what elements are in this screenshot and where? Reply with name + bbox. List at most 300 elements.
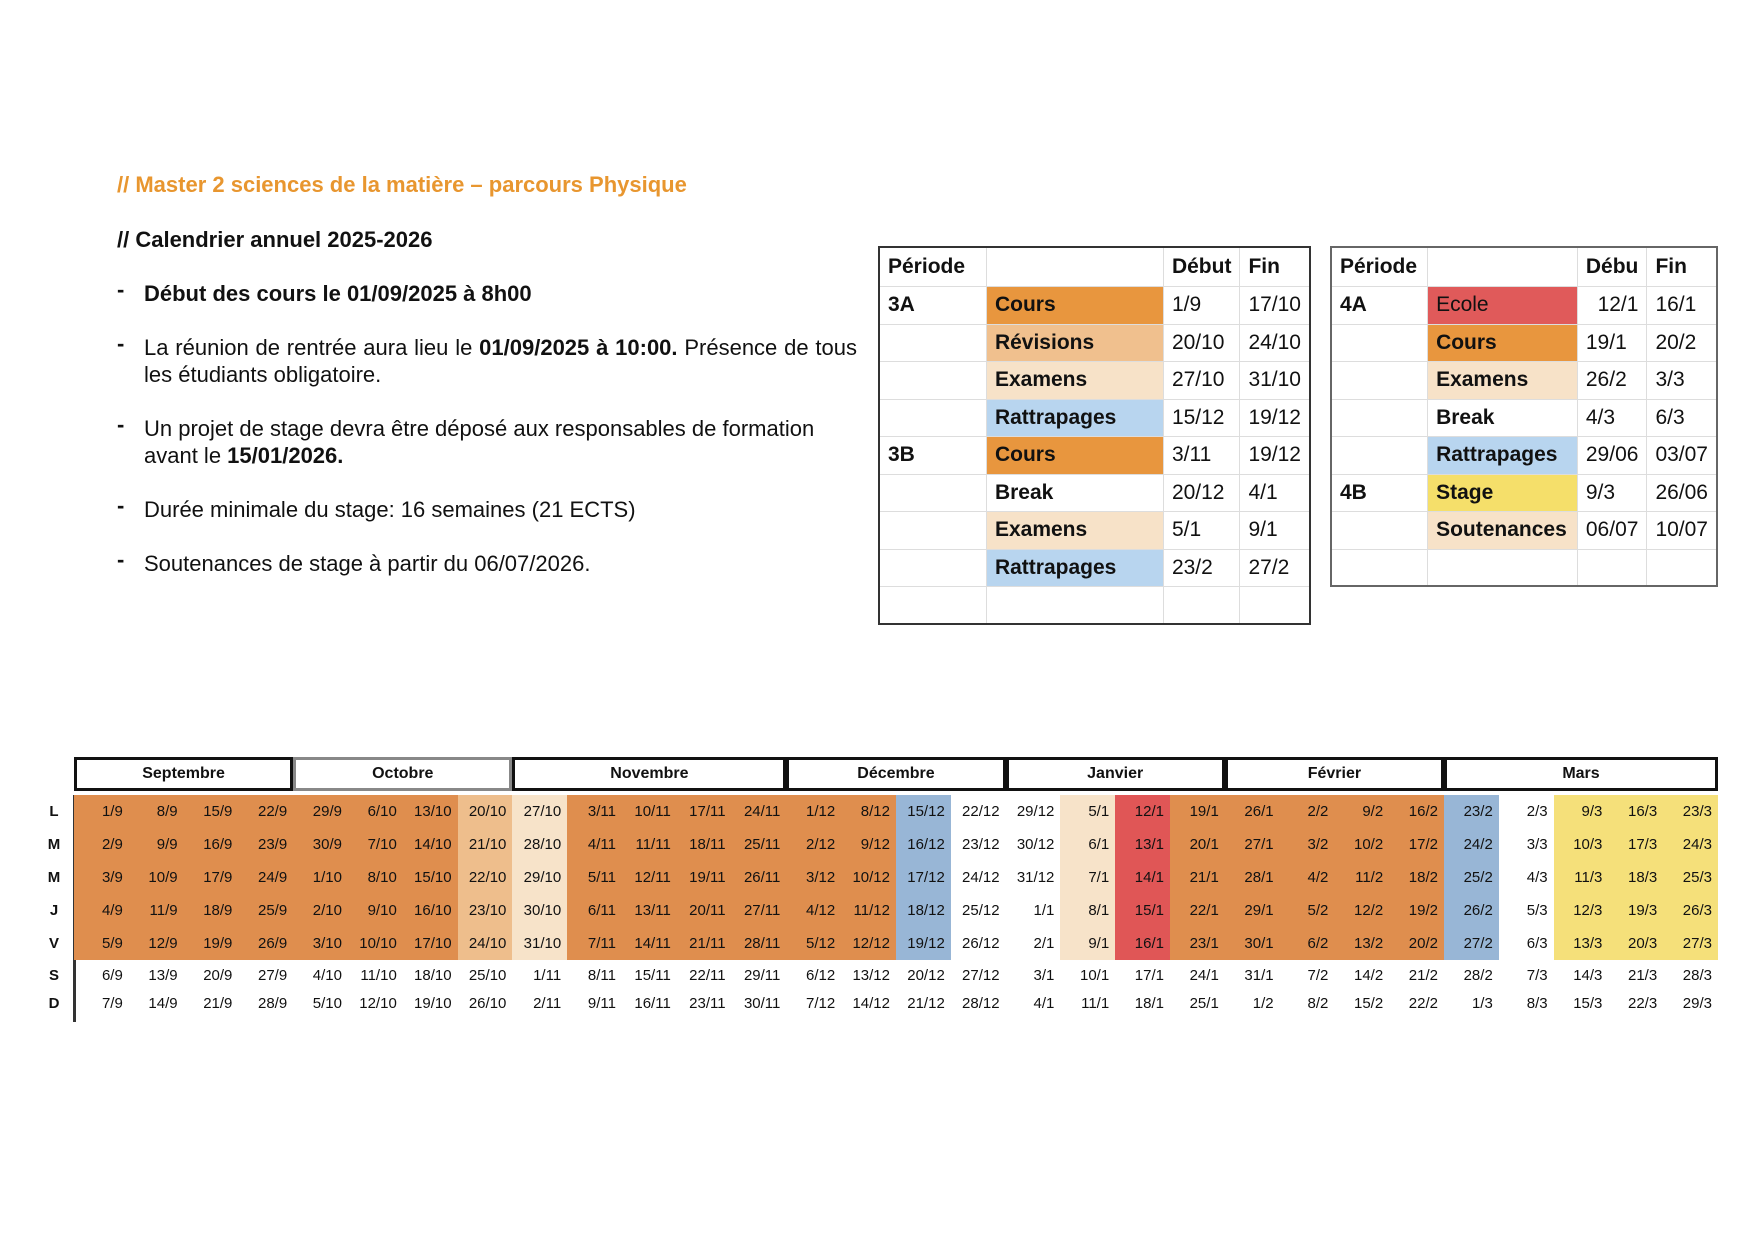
calendar-day: 31/10 xyxy=(512,927,567,960)
calendar-day: 10/11 xyxy=(622,795,677,828)
calendar-day: 9/9 xyxy=(129,828,184,861)
calendar-day: 12/3 xyxy=(1554,894,1609,927)
calendar-day: 21/9 xyxy=(203,995,233,1012)
calendar-day: 16/3 xyxy=(1608,795,1663,828)
calendar-day: 1/9 xyxy=(74,795,129,828)
calendar-day: 9/10 xyxy=(348,894,403,927)
header-end: Fin xyxy=(1647,247,1717,287)
calendar-day: 29/10 xyxy=(512,861,567,894)
calendar-day: 8/1 xyxy=(1060,894,1115,927)
calendar-day: 8/12 xyxy=(841,795,896,828)
calendar-day: 3/1 xyxy=(1033,967,1055,984)
calendar-day: 4/11 xyxy=(567,828,622,861)
calendar-day: 22/11 xyxy=(689,967,726,984)
bullet-dash: - xyxy=(117,331,125,356)
calendar-day: 30/12 xyxy=(1006,828,1061,861)
periods-table-4 xyxy=(1330,246,1718,587)
info-bullet xyxy=(117,412,857,469)
period-code: 4A xyxy=(1331,287,1428,325)
calendar-day: 12/11 xyxy=(622,861,677,894)
calendar-day: 15/9 xyxy=(184,795,239,828)
calendar-day: 31/12 xyxy=(1006,861,1061,894)
calendar-day: 8/9 xyxy=(129,795,184,828)
header-end: Fin xyxy=(1240,247,1310,287)
calendar-day: 21/11 xyxy=(677,927,732,960)
calendar-day: 29/9 xyxy=(293,795,348,828)
calendar-day: 11/10 xyxy=(360,967,397,984)
period-label: Examens xyxy=(986,512,1163,550)
calendar-day: 14/3 xyxy=(1573,967,1603,984)
calendar-day: 25/12 xyxy=(951,894,1006,927)
period-row xyxy=(1331,474,1717,512)
empty-cell xyxy=(986,587,1163,624)
calendar-day: 10/3 xyxy=(1554,828,1609,861)
calendar-day: 4/12 xyxy=(786,894,841,927)
calendar-day: 6/2 xyxy=(1280,927,1335,960)
calendar-day: 19/2 xyxy=(1389,894,1444,927)
calendar-day: 9/1 xyxy=(1060,927,1115,960)
calendar-day: 22/2 xyxy=(1408,995,1438,1012)
calendar-day: 13/2 xyxy=(1334,927,1389,960)
calendar-day: 30/11 xyxy=(743,995,781,1012)
calendar-day: 20/3 xyxy=(1608,927,1663,960)
calendar-day: 11/2 xyxy=(1334,861,1389,894)
info-bullet-list xyxy=(117,277,857,604)
period-row xyxy=(1331,399,1717,437)
calendar-day: 16/2 xyxy=(1389,795,1444,828)
calendar-day: 17/9 xyxy=(184,861,239,894)
calendar-day: 5/11 xyxy=(567,861,622,894)
calendar-day: 2/9 xyxy=(74,828,129,861)
calendar-day: 1/1 xyxy=(1006,894,1061,927)
calendar-day: 6/11 xyxy=(567,894,622,927)
calendar-day: 16/11 xyxy=(634,995,671,1012)
period-end: 4/1 xyxy=(1240,474,1310,512)
period-row xyxy=(879,587,1310,624)
calendar-day: 23/11 xyxy=(689,995,726,1012)
calendar-day: 7/9 xyxy=(101,995,123,1012)
calendar-day: 28/10 xyxy=(512,828,567,861)
bullet-text: La réunion de rentrée aura lieu le xyxy=(144,335,480,360)
calendar-day: 20/9 xyxy=(203,967,233,984)
calendar-day: 22/9 xyxy=(238,795,293,828)
calendar-day: 2/2 xyxy=(1280,795,1335,828)
calendar-day: 24/11 xyxy=(732,795,787,828)
info-bullet xyxy=(117,331,857,388)
calendar-day: 12/1 xyxy=(1115,795,1170,828)
calendar-day: 3/2 xyxy=(1280,828,1335,861)
period-label: Stage xyxy=(1428,474,1578,512)
calendar-day: 19/1 xyxy=(1170,795,1225,828)
period-start: 20/12 xyxy=(1163,474,1240,512)
calendar-day: 17/11 xyxy=(677,795,732,828)
calendar-day: 11/3 xyxy=(1554,861,1609,894)
period-label: Rattrapages xyxy=(1428,437,1578,475)
calendar-day: 11/11 xyxy=(622,828,677,861)
calendar-day: 17/12 xyxy=(896,861,951,894)
calendar-day: 3/11 xyxy=(567,795,622,828)
calendar-day: 14/11 xyxy=(622,927,677,960)
calendar-day: 19/11 xyxy=(677,861,732,894)
period-end: 19/12 xyxy=(1240,399,1310,437)
calendar-day: 5/2 xyxy=(1280,894,1335,927)
period-start: 23/2 xyxy=(1163,549,1240,587)
calendar-day: 22/3 xyxy=(1627,995,1658,1012)
calendar-day: 18/11 xyxy=(677,828,732,861)
period-code xyxy=(879,399,986,437)
header-label xyxy=(986,247,1163,287)
calendar-day: 22/12 xyxy=(951,795,1006,828)
weekday-label: L xyxy=(49,803,59,820)
calendar-day: 23/12 xyxy=(951,828,1006,861)
calendar-day: 3/12 xyxy=(786,861,841,894)
calendar-day: 12/2 xyxy=(1334,894,1389,927)
calendar-day: 11/12 xyxy=(841,894,896,927)
calendar-day: 27/3 xyxy=(1663,927,1718,960)
period-row xyxy=(1331,287,1717,325)
calendar-day: 12/12 xyxy=(841,927,896,960)
calendar-day: 23/2 xyxy=(1444,795,1499,828)
calendar-day: 6/9 xyxy=(101,967,123,984)
calendar-day: 20/11 xyxy=(677,894,732,927)
period-label: Break xyxy=(986,474,1163,512)
period-label: Ecole xyxy=(1428,287,1578,325)
calendar-day: 26/1 xyxy=(1225,795,1280,828)
weekday-label: M xyxy=(47,869,61,886)
calendar-day: 20/2 xyxy=(1389,927,1444,960)
calendar-day: 14/2 xyxy=(1353,967,1384,984)
empty-cell xyxy=(1163,587,1240,624)
period-end: 10/07 xyxy=(1647,512,1717,550)
calendar-day: 10/10 xyxy=(348,927,403,960)
calendar-day: 27/10 xyxy=(512,795,567,828)
calendar-day: 22/1 xyxy=(1170,894,1225,927)
period-label: Cours xyxy=(986,437,1163,475)
header-period: Période xyxy=(1331,247,1428,287)
page-title: // Master 2 sciences de la matière – parcours Physique xyxy=(117,172,687,197)
calendar-day: 2/1 xyxy=(1006,927,1061,960)
calendar-day: 13/1 xyxy=(1115,828,1170,861)
period-code: 3A xyxy=(879,287,986,325)
calendar-day: 3/10 xyxy=(293,927,348,960)
period-end: 9/1 xyxy=(1240,512,1310,550)
month-header: Octobre xyxy=(293,757,512,791)
calendar-day: 17/3 xyxy=(1608,828,1663,861)
calendar-day: 24/3 xyxy=(1663,828,1718,861)
empty-cell xyxy=(1428,549,1578,586)
period-start: 19/1 xyxy=(1577,324,1647,362)
info-bullet xyxy=(117,277,857,307)
month-header: Décembre xyxy=(786,757,1005,791)
calendar-day: 17/2 xyxy=(1389,828,1444,861)
period-code xyxy=(879,362,986,400)
period-row xyxy=(879,474,1310,512)
period-code: 4B xyxy=(1331,474,1428,512)
header-label xyxy=(1428,247,1578,287)
calendar-day: 8/2 xyxy=(1307,995,1329,1012)
calendar-day: 4/1 xyxy=(1033,995,1055,1012)
calendar-day: 16/1 xyxy=(1115,927,1170,960)
header-start: Débu xyxy=(1577,247,1647,287)
calendar-day: 9/11 xyxy=(587,995,616,1012)
calendar-day: 23/3 xyxy=(1663,795,1718,828)
calendar-day: 7/1 xyxy=(1060,861,1115,894)
bullet-text: Durée minimale du stage: 16 semaines (21 ECTS) xyxy=(144,497,636,522)
period-row xyxy=(879,362,1310,400)
calendar-day: 25/3 xyxy=(1663,861,1718,894)
period-start: 3/11 xyxy=(1163,437,1240,475)
weekday-label: D xyxy=(48,995,60,1012)
calendar-day: 18/3 xyxy=(1608,861,1663,894)
calendar-day: 1/3 xyxy=(1471,995,1493,1012)
period-start: 20/10 xyxy=(1163,324,1240,362)
empty-cell xyxy=(1577,549,1647,586)
calendar-day: 28/11 xyxy=(732,927,787,960)
calendar-day: 28/2 xyxy=(1463,967,1493,984)
calendar-day: 14/1 xyxy=(1115,861,1170,894)
period-label: Rattrapages xyxy=(986,549,1163,587)
header-period: Période xyxy=(879,247,986,287)
month-header: Mars xyxy=(1444,757,1718,791)
calendar-day: 7/2 xyxy=(1307,967,1329,984)
month-header: Septembre xyxy=(74,757,293,791)
period-end: 31/10 xyxy=(1240,362,1310,400)
period-end: 17/10 xyxy=(1240,287,1310,325)
calendar-day: 31/1 xyxy=(1244,967,1274,984)
period-label: Rattrapages xyxy=(986,399,1163,437)
calendar-day: 11/1 xyxy=(1081,995,1110,1012)
year-calendar xyxy=(36,757,1722,1022)
period-code xyxy=(1331,324,1428,362)
calendar-day: 8/10 xyxy=(348,861,403,894)
calendar-day: 25/2 xyxy=(1444,861,1499,894)
calendar-day: 19/12 xyxy=(896,927,951,960)
calendar-day: 5/12 xyxy=(786,927,841,960)
calendar-day: 7/12 xyxy=(805,995,836,1012)
calendar-day: 27/12 xyxy=(962,967,1000,984)
calendar-day: 11/9 xyxy=(129,894,184,927)
calendar-day: 24/12 xyxy=(951,861,1006,894)
calendar-day: 27/1 xyxy=(1225,828,1280,861)
calendar-day: 9/12 xyxy=(841,828,896,861)
header-start: Début xyxy=(1163,247,1240,287)
calendar-day: 15/10 xyxy=(403,861,458,894)
calendar-day: 3/3 xyxy=(1499,828,1554,861)
calendar-day: 29/12 xyxy=(1006,795,1061,828)
calendar-day: 10/12 xyxy=(841,861,896,894)
period-end: 27/2 xyxy=(1240,549,1310,587)
month-header: Novembre xyxy=(512,757,786,791)
period-end: 19/12 xyxy=(1240,437,1310,475)
empty-cell xyxy=(1331,549,1428,586)
bullet-text: Début des cours le 01/09/2025 à 8h00 xyxy=(144,281,532,306)
calendar-day: 4/2 xyxy=(1280,861,1335,894)
calendar-day: 12/9 xyxy=(129,927,184,960)
calendar-day: 20/1 xyxy=(1170,828,1225,861)
calendar-day: 27/2 xyxy=(1444,927,1499,960)
calendar-day: 19/3 xyxy=(1608,894,1663,927)
period-row xyxy=(879,512,1310,550)
period-label: Soutenances xyxy=(1428,512,1578,550)
calendar-day: 26/11 xyxy=(732,861,787,894)
calendar-day: 9/2 xyxy=(1334,795,1389,828)
calendar-day: 17/10 xyxy=(403,927,458,960)
calendar-day: 15/1 xyxy=(1115,894,1170,927)
page-subtitle: // Calendrier annuel 2025-2026 xyxy=(117,227,433,252)
calendar-day: 28/1 xyxy=(1225,861,1280,894)
calendar-day: 16/9 xyxy=(184,828,239,861)
calendar-day: 30/10 xyxy=(512,894,567,927)
period-start: 4/3 xyxy=(1577,399,1647,437)
calendar-day: 26/3 xyxy=(1663,894,1718,927)
period-row xyxy=(1331,437,1717,475)
bullet-dash: - xyxy=(117,412,125,437)
period-start: 06/07 xyxy=(1577,512,1647,550)
calendar-day: 30/9 xyxy=(293,828,348,861)
bullet-dash: - xyxy=(117,493,125,518)
calendar-day: 16/12 xyxy=(896,828,951,861)
calendar-day: 15/2 xyxy=(1353,995,1384,1012)
bullet-dash: - xyxy=(117,547,125,572)
period-code xyxy=(879,512,986,550)
calendar-day: 27/9 xyxy=(257,967,288,984)
period-row xyxy=(879,287,1310,325)
calendar-day: 30/1 xyxy=(1225,927,1280,960)
weekday-label: V xyxy=(48,935,59,952)
calendar-day: 13/9 xyxy=(148,967,178,984)
calendar-day: 19/10 xyxy=(414,995,452,1012)
calendar-day: 24/10 xyxy=(458,927,513,960)
calendar-day: 15/12 xyxy=(896,795,951,828)
month-header: Janvier xyxy=(1006,757,1225,791)
calendar-day: 18/1 xyxy=(1134,995,1164,1012)
calendar-day: 13/11 xyxy=(622,894,677,927)
period-end: 24/10 xyxy=(1240,324,1310,362)
calendar-day: 2/10 xyxy=(293,894,348,927)
calendar-day: 24/9 xyxy=(238,861,293,894)
calendar-day: 23/10 xyxy=(458,894,513,927)
calendar-day: 8/3 xyxy=(1526,995,1548,1012)
period-row xyxy=(1331,324,1717,362)
calendar-day: 23/9 xyxy=(238,828,293,861)
calendar-day: 9/3 xyxy=(1554,795,1609,828)
calendar-day: 29/11 xyxy=(743,967,781,984)
calendar-day: 10/2 xyxy=(1334,828,1389,861)
calendar-day: 18/12 xyxy=(896,894,951,927)
calendar-day: 10/1 xyxy=(1079,967,1110,984)
calendar-day: 26/2 xyxy=(1444,894,1499,927)
calendar-day: 1/12 xyxy=(786,795,841,828)
calendar-day: 2/3 xyxy=(1499,795,1554,828)
period-start: 26/2 xyxy=(1577,362,1647,400)
period-start: 29/06 xyxy=(1577,437,1647,475)
calendar-day: 17/1 xyxy=(1134,967,1164,984)
calendar-day: 24/1 xyxy=(1189,967,1219,984)
calendar-day: 1/11 xyxy=(533,967,562,984)
calendar-day: 13/3 xyxy=(1554,927,1609,960)
period-start: 12/1 xyxy=(1577,287,1647,325)
calendar-day: 26/9 xyxy=(238,927,293,960)
calendar-day: 4/3 xyxy=(1499,861,1554,894)
info-bullet xyxy=(117,493,857,523)
period-label: Break xyxy=(1428,399,1578,437)
weekday-label: M xyxy=(47,836,61,853)
calendar-day: 25/10 xyxy=(468,967,507,984)
period-code xyxy=(879,324,986,362)
calendar-day: 21/2 xyxy=(1408,967,1438,984)
calendar-day: 3/9 xyxy=(74,861,129,894)
calendar-day: 5/9 xyxy=(74,927,129,960)
calendar-day: 24/2 xyxy=(1444,828,1499,861)
calendar-day: 25/9 xyxy=(238,894,293,927)
period-row xyxy=(1331,549,1717,586)
period-label: Cours xyxy=(986,287,1163,325)
period-start: 9/3 xyxy=(1577,474,1647,512)
calendar-day: 21/12 xyxy=(907,995,945,1012)
calendar-day: 26/12 xyxy=(951,927,1006,960)
calendar-day: 23/1 xyxy=(1170,927,1225,960)
period-start: 15/12 xyxy=(1163,399,1240,437)
calendar-day: 26/10 xyxy=(468,995,507,1012)
calendar-day: 7/11 xyxy=(567,927,622,960)
calendar-day: 29/3 xyxy=(1682,995,1712,1012)
period-end: 03/07 xyxy=(1647,437,1717,475)
bullet-text: 15/01/2026. xyxy=(227,443,344,468)
bullet-dash: - xyxy=(117,277,125,302)
calendar-day: 21/1 xyxy=(1170,861,1225,894)
period-row xyxy=(879,399,1310,437)
month-header: Février xyxy=(1225,757,1444,791)
period-end: 6/3 xyxy=(1647,399,1717,437)
calendar-day: 4/10 xyxy=(312,967,342,984)
calendar-day: 7/3 xyxy=(1526,967,1548,984)
calendar-day: 6/1 xyxy=(1060,828,1115,861)
period-label: Examens xyxy=(1428,362,1578,400)
calendar-day: 25/11 xyxy=(732,828,787,861)
bullet-text: Soutenances de stage à partir du 06/07/2026. xyxy=(144,551,591,576)
period-end: 20/2 xyxy=(1647,324,1717,362)
calendar-day: 13/10 xyxy=(403,795,458,828)
period-end: 16/1 xyxy=(1647,287,1717,325)
calendar-day: 18/9 xyxy=(184,894,239,927)
calendar-day: 28/3 xyxy=(1682,967,1712,984)
calendar-day: 4/9 xyxy=(74,894,129,927)
period-row xyxy=(879,549,1310,587)
period-code xyxy=(1331,362,1428,400)
calendar-day: 18/2 xyxy=(1389,861,1444,894)
calendar-day: 5/1 xyxy=(1060,795,1115,828)
calendar-day: 28/9 xyxy=(257,995,288,1012)
calendar-day: 29/1 xyxy=(1225,894,1280,927)
calendar-day: 28/12 xyxy=(962,995,1000,1012)
calendar-day: 5/3 xyxy=(1499,894,1554,927)
calendar-day: 22/10 xyxy=(458,861,513,894)
calendar-day: 18/10 xyxy=(414,967,452,984)
calendar-day: 13/12 xyxy=(852,967,890,984)
calendar-day: 14/9 xyxy=(148,995,178,1012)
calendar-day: 20/10 xyxy=(458,795,513,828)
calendar-day: 6/3 xyxy=(1499,927,1554,960)
empty-cell xyxy=(1240,587,1310,624)
calendar-day: 15/3 xyxy=(1573,995,1603,1012)
calendar-day: 16/10 xyxy=(403,894,458,927)
empty-cell xyxy=(879,587,986,624)
period-label: Révisions xyxy=(986,324,1163,362)
calendar-day: 27/11 xyxy=(732,894,787,927)
calendar-day: 6/12 xyxy=(805,967,836,984)
period-code xyxy=(879,474,986,512)
period-row xyxy=(879,324,1310,362)
